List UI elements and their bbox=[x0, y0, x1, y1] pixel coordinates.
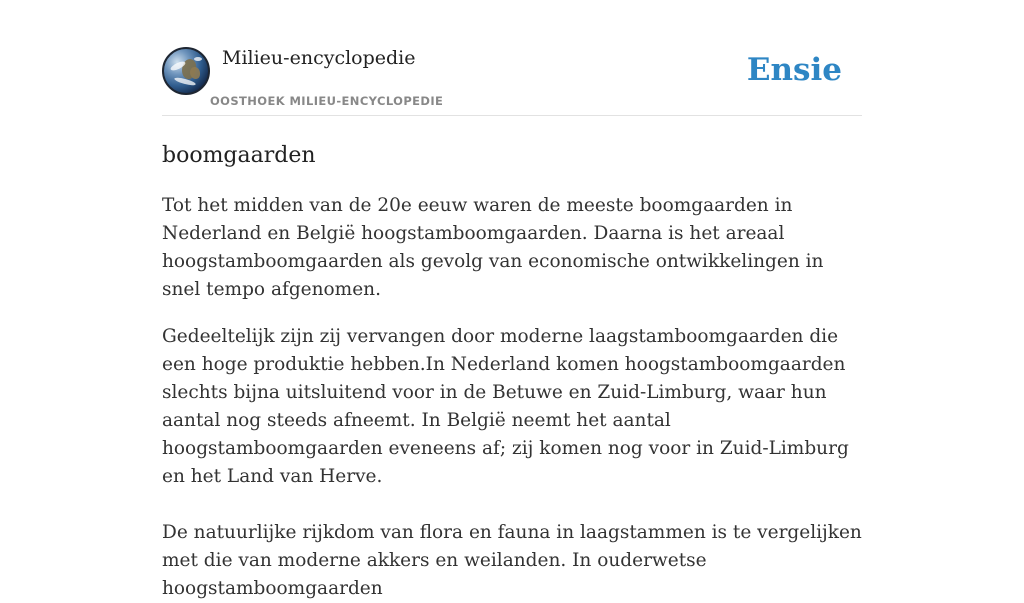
site-header bbox=[162, 0, 862, 116]
site-subtitle: OOSTHOEK MILIEU-ENCYCLOPEDIE bbox=[210, 94, 444, 108]
entry-title: boomgaarden bbox=[162, 143, 316, 168]
site-title-link[interactable]: Milieu-encyclopedie bbox=[222, 47, 416, 69]
content-column bbox=[162, 0, 862, 603]
article-paragraph: Gedeeltelijk zijn zij vervangen door moderne laagstamboomgaarden die een hoge produktie hebben.In Nederland komen hoogstamboomgaarden slechts bijna uitsluitend voor in de Betuwe en Zuid-Limburg, waar hun aantal nog steeds afneemt. In België neemt het aantal hoogstamboomgaarden eveneens af; zij komen nog voor in Zuid-Limburg en het Land van Herve. bbox=[162, 326, 849, 487]
article-paragraph: De natuurlijke rijkdom van flora en fauna in laagstammen is te vergelijken met die van moderne akkers en weilanden. In ouderwetse hoogstamboomgaarden bbox=[162, 522, 862, 599]
earth-globe-icon[interactable] bbox=[162, 47, 210, 95]
ensie-brand-logo[interactable]: Ensie bbox=[746, 52, 842, 88]
article-paragraph: Tot het midden van de 20e eeuw waren de meeste boomgaarden in Nederland en België hoogstamboomgaarden. Daarna is het areaal hoogstamboomgaarden als gevolg van economische ontwikkelingen in snel tempo afgenomen. bbox=[162, 195, 824, 300]
